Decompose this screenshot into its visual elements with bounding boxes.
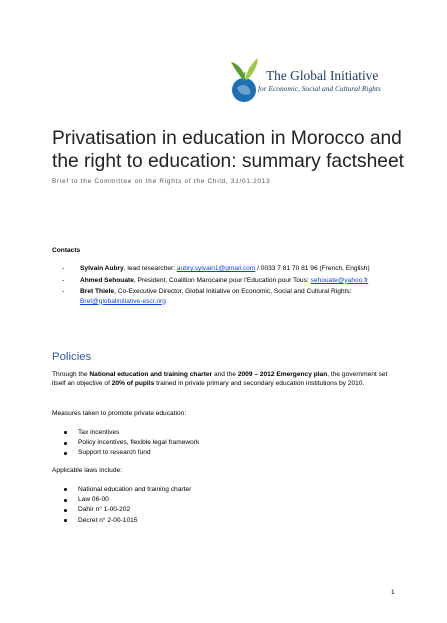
contact-name: Sylvain Aubry [80,265,124,272]
list-item [64,438,199,448]
intro-bold-plan: 2009 – 2012 Emergency plan [237,371,328,378]
globe-leaf-icon [226,52,270,110]
contact-name: Bret Thiele [80,288,115,296]
bullet-dot-icon [64,452,67,455]
contact-email-link[interactable]: sehouate@yahoo.fr [310,276,369,284]
section-heading-policies: Policies [52,351,92,363]
bullet-dot-icon [64,442,67,445]
list-item [64,428,199,438]
list-item [64,495,191,505]
logo-subtitle: for Economic, Social and Cultural Rights [258,84,381,93]
intro-text: and the [212,371,238,378]
policies-intro-paragraph [52,370,397,388]
dash-bullet-icon: - [62,288,65,296]
contact-role: , President, Coalition Marocaine pour l'Education pour Tous: [133,276,311,284]
contact-phone: / 0033 7 81 70 81 96 (French, English) [255,265,370,272]
measures-list [64,428,199,459]
measures-label: Measures taken to promote private education: [52,410,187,417]
intro-text: trained in private primary and secondary education institutions by 2010. [154,380,365,388]
logo-title: The Global Initiative [266,68,379,83]
page-number: 1 [391,589,395,596]
intro-text: , the government set itself an objective of [52,371,388,388]
contacts-list [62,264,402,308]
contact-role: , lead researcher: [123,265,177,272]
dash-bullet-icon: - [62,276,65,284]
list-item [64,448,199,458]
list-item-text: National education and training charter [78,486,192,493]
bullet-dot-icon [64,488,67,491]
contact-item [62,276,402,285]
contacts-label: Contacts [52,247,81,254]
contact-name: Ahmed Sehouate [80,276,134,284]
list-item-text: Law 06-00 [78,496,109,504]
laws-label: Applicable laws include: [52,467,123,474]
list-item-text: Tax incentives [78,429,120,436]
intro-bold-percentage: 20% of pupils [111,380,155,388]
bullet-dot-icon [64,499,67,502]
bullet-dot-icon [64,519,67,522]
intro-bold-charter: National education and training charter [89,371,213,378]
list-item [64,516,191,526]
contact-item [62,287,402,305]
bullet-dot-icon [64,431,67,434]
contact-item [62,264,402,273]
document-title: Privatisation in education in Morocco and the right to education: summary factsheet [52,128,404,172]
dash-bullet-icon: - [62,265,65,272]
list-item-text: Dahir n° 1-00-202 [78,506,131,514]
list-item-text: Décret n° 2-00-1015 [78,516,138,524]
list-item [64,505,191,515]
list-item [64,485,191,495]
intro-text: Through the [52,371,90,378]
contact-email-link[interactable]: Bret@globalinitiative-escr.org [80,297,166,305]
document-subtitle: Brief to the Committee on the Rights of the Child, 31/01.2013 [52,178,271,185]
list-item-text: Support to research fund [78,449,151,457]
contact-email-link[interactable]: aubry.sylvain1@gmail.com [176,265,256,272]
bullet-dot-icon [64,509,67,512]
organization-logo [226,52,426,112]
list-item-text: Policy incentives, flexible legal framework [78,439,200,447]
contact-role: , Co-Executive Director, Global Initiative on Economic, Social and Cultural Rights: [114,288,352,296]
laws-list [64,485,191,526]
